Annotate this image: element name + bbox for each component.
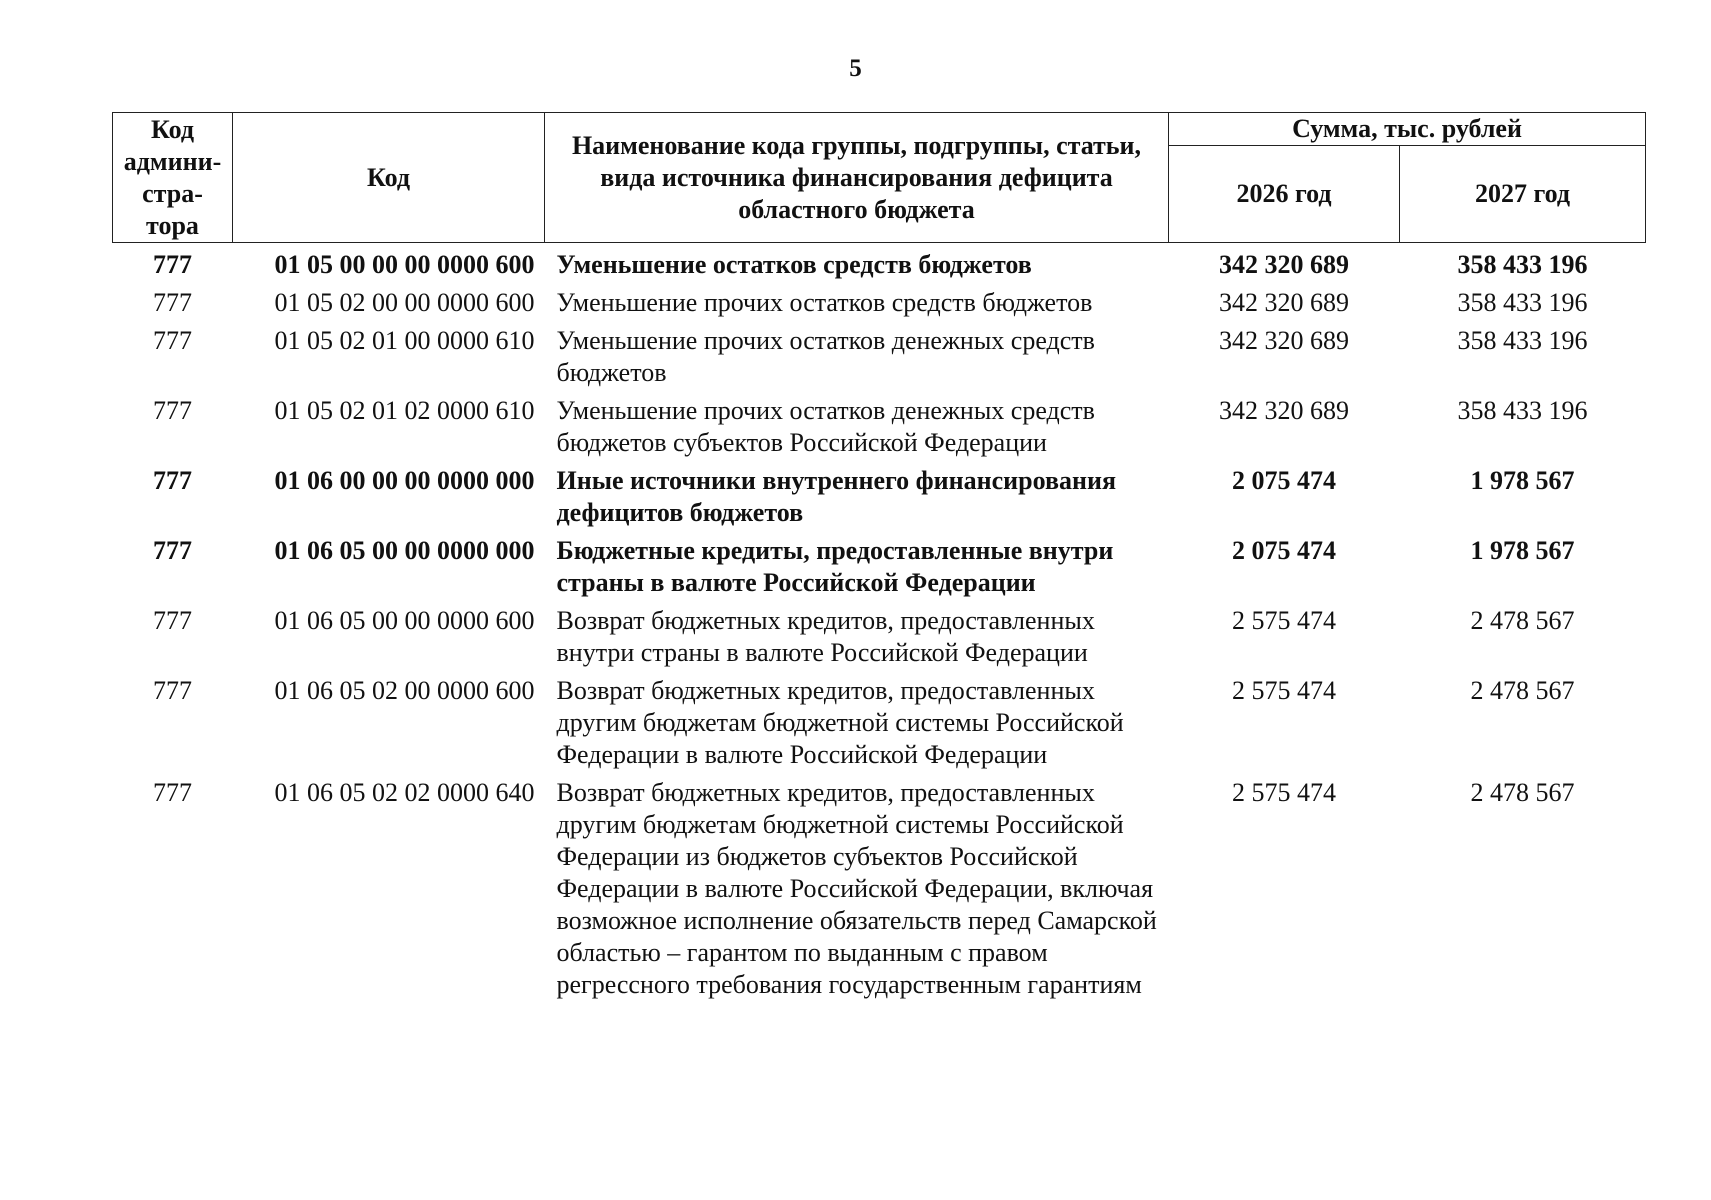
header-year-2027: 2027 год bbox=[1400, 146, 1646, 243]
amount-2027-cell: 358 433 196 bbox=[1457, 326, 1588, 355]
amount-2027-cell: 358 433 196 bbox=[1457, 288, 1588, 317]
header-admin-code: Код админи-стра-тора bbox=[113, 113, 233, 243]
table-row bbox=[113, 673, 1646, 775]
header-year-2026: 2026 год bbox=[1169, 146, 1400, 243]
table-row bbox=[113, 285, 1646, 323]
code-cell: 01 06 05 02 02 0000 640 bbox=[274, 778, 535, 807]
admin-code-cell: 777 bbox=[153, 466, 192, 495]
name-cell: Бюджетные кредиты, предоставленные внутри страны в валюте Российской Федерации bbox=[556, 536, 1114, 597]
table-row bbox=[113, 603, 1646, 673]
table-row bbox=[113, 463, 1646, 533]
amount-2026-cell: 2 575 474 bbox=[1232, 606, 1336, 635]
amount-2027-cell: 358 433 196 bbox=[1457, 250, 1588, 279]
table-row bbox=[113, 323, 1646, 393]
admin-code-cell: 777 bbox=[153, 536, 192, 565]
amount-2027-cell: 1 978 567 bbox=[1470, 466, 1575, 495]
admin-code-cell: 777 bbox=[153, 778, 192, 807]
table-row bbox=[113, 243, 1646, 286]
admin-code-cell: 777 bbox=[153, 396, 192, 425]
amount-2027-cell: 2 478 567 bbox=[1470, 606, 1575, 635]
amount-2026-cell: 342 320 689 bbox=[1219, 396, 1349, 425]
code-cell: 01 06 05 02 00 0000 600 bbox=[274, 676, 535, 705]
header-name: Наименование кода группы, подгруппы, статьи, вида источника финансирования дефицита областного бюджета bbox=[545, 113, 1169, 243]
admin-code-cell: 777 bbox=[153, 606, 192, 635]
page-number: 5 bbox=[849, 55, 862, 82]
code-cell: 01 05 02 00 00 0000 600 bbox=[274, 288, 535, 317]
table-row bbox=[113, 775, 1646, 1005]
amount-2027-cell: 2 478 567 bbox=[1470, 676, 1575, 705]
code-cell: 01 05 00 00 00 0000 600 bbox=[274, 250, 535, 279]
name-cell: Уменьшение остатков средств бюджетов bbox=[556, 250, 1032, 279]
amount-2027-cell: 358 433 196 bbox=[1457, 396, 1588, 425]
budget-table bbox=[112, 112, 1646, 1005]
amount-2026-cell: 2 575 474 bbox=[1232, 778, 1336, 807]
table-row bbox=[113, 533, 1646, 603]
amount-2026-cell: 342 320 689 bbox=[1219, 250, 1349, 279]
table-body bbox=[113, 243, 1646, 1006]
code-cell: 01 05 02 01 02 0000 610 bbox=[274, 396, 535, 425]
amount-2027-cell: 2 478 567 bbox=[1470, 778, 1575, 807]
table-row bbox=[113, 393, 1646, 463]
header-sum-group: Сумма, тыс. рублей bbox=[1169, 113, 1646, 146]
code-cell: 01 06 05 00 00 0000 600 bbox=[274, 606, 535, 635]
amount-2026-cell: 2 575 474 bbox=[1232, 676, 1336, 705]
name-cell: Уменьшение прочих остатков денежных средств бюджетов bbox=[556, 326, 1095, 387]
name-cell: Возврат бюджетных кредитов, предоставленных другим бюджетам бюджетной системы Российской Федерации в валюте Российской Федерации bbox=[556, 676, 1124, 769]
name-cell: Возврат бюджетных кредитов, предоставленных другим бюджетам бюджетной системы Российской Федерации из бюджетов субъектов Российской Федерации в валюте Российской Федерации, включая возможное исполнение обязательств перед Самарской областью – гарантом по выданным с правом регрессного требования государственным гарантиям bbox=[556, 778, 1157, 999]
name-cell: Уменьшение прочих остатков денежных средств бюджетов субъектов Российской Федерации bbox=[556, 396, 1095, 457]
name-cell: Уменьшение прочих остатков средств бюджетов bbox=[556, 288, 1093, 317]
admin-code-cell: 777 bbox=[153, 250, 192, 279]
amount-2027-cell: 1 978 567 bbox=[1470, 536, 1575, 565]
admin-code-cell: 777 bbox=[153, 676, 192, 705]
amount-2026-cell: 342 320 689 bbox=[1219, 288, 1349, 317]
header-code: Код bbox=[233, 113, 545, 243]
amount-2026-cell: 342 320 689 bbox=[1219, 326, 1349, 355]
name-cell: Иные источники внутреннего финансирования дефицитов бюджетов bbox=[556, 466, 1117, 527]
code-cell: 01 05 02 01 00 0000 610 bbox=[274, 326, 535, 355]
amount-2026-cell: 2 075 474 bbox=[1232, 466, 1336, 495]
admin-code-cell: 777 bbox=[153, 326, 192, 355]
amount-2026-cell: 2 075 474 bbox=[1232, 536, 1336, 565]
table-header bbox=[113, 113, 1646, 243]
code-cell: 01 06 05 00 00 0000 000 bbox=[274, 536, 535, 565]
code-cell: 01 06 00 00 00 0000 000 bbox=[274, 466, 535, 495]
admin-code-cell: 777 bbox=[153, 288, 192, 317]
name-cell: Возврат бюджетных кредитов, предоставленных внутри страны в валюте Российской Федерации bbox=[556, 606, 1095, 667]
